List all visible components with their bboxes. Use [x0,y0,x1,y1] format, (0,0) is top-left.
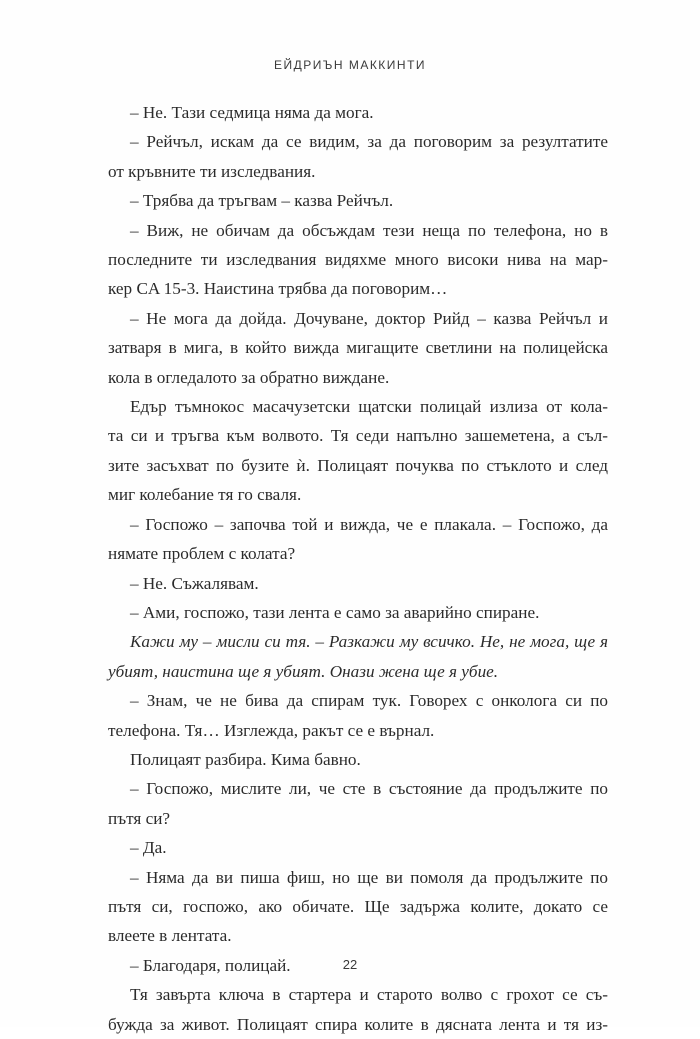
body-text [108,98,608,1039]
paragraph [108,598,608,627]
paragraph [108,863,608,951]
paragraph [108,686,608,745]
text-line: Тя завърта ключа в стартера и старото волво с грохот се съ- [130,985,608,1005]
text-line: влеете в лентата. [108,926,232,946]
paragraph [108,98,608,127]
text-line: – Госпожо, мислите ли, че сте в състояние да продължите по [130,779,608,799]
paragraph [108,627,608,686]
paragraph [108,186,608,215]
text-line: кер CA 15-3. Наистина трябва да поговорим… [108,279,448,299]
paragraph [108,216,608,304]
text-line: пътя си? [108,808,171,828]
text-line: миг колебание тя го сваля. [108,485,302,505]
page-number: 22 [342,957,358,972]
paragraph [108,392,608,510]
text-line: затваря в мига, в който вижда мигащите светлини на полицейска [108,338,608,358]
paragraph [108,510,608,569]
text-line: телефона. Тя… Изглежда, ракът се е върнал. [108,720,435,740]
paragraph [108,569,608,598]
paragraph [108,304,608,392]
text-line: – Знам, че не бива да спирам тук. Говорех с онколога си по [130,691,608,711]
text-line: последните ти изследвания видяхме много високи нива на мар- [108,250,608,270]
text-line: – Трябва да тръгвам – казва Рейчъл. [130,191,394,211]
text-line: – Да. [130,838,167,858]
paragraph [108,127,608,186]
text-line: Полицаят разбира. Кима бавно. [130,749,361,769]
text-line: – Госпожо – започва той и вижда, че е плакала. – Госпожо, да [130,514,608,534]
text-line: – Благодаря, полицай. [130,955,291,975]
text-line: зите засъхват по бузите ѝ. Полицаят почуква по стъклото и след [108,455,608,475]
paragraph [108,980,608,1039]
text-line: та си и тръгва към волвото. Тя седи напълно зашеметена, а съл- [108,426,608,446]
text-line: – Няма да ви пиша фиш, но ще ви помоля да продължите по [130,867,608,887]
text-line: кола в огледалото за обратно виждане. [108,367,390,387]
text-line: – Виж, не обичам да обсъждам тези неща по телефона, но в [130,220,608,240]
text-line: Кажи му – мисли си тя. – Разкажи му всичко. Не, не мога, ще я [130,632,608,652]
paragraph [108,774,608,833]
text-line: убият, наистина ще я убият. Онази жена ще я убие. [108,661,499,681]
text-line: – Не мога да дойда. Дочуване, доктор Рийд – казва Рейчъл и [130,308,608,328]
text-line: – Не. Съжалявам. [130,573,259,593]
paragraph [108,745,608,774]
text-line: – Ами, госпожо, тази лента е само за аварийно спиране. [130,602,540,622]
text-line: пътя си, госпожо, ако обичате. Ще задържа колите, докато се [108,896,608,916]
text-line: бужда за живот. Полицаят спира колите в дясната лента и тя из- [108,1014,608,1034]
text-line: от кръвните ти изследвания. [108,161,316,181]
text-line: Едър тъмнокос масачузетски щатски полицай излиза от кола- [130,397,608,417]
text-line: – Рейчъл, искам да се видим, за да поговорим за резултатите [130,132,608,152]
running-header-author: ЕЙДРИЪН МАККИНТИ [273,58,427,72]
text-line: – Не. Тази седмица няма да мога. [130,103,374,122]
text-line: нямате проблем с колата? [108,544,296,564]
paragraph [108,833,608,862]
